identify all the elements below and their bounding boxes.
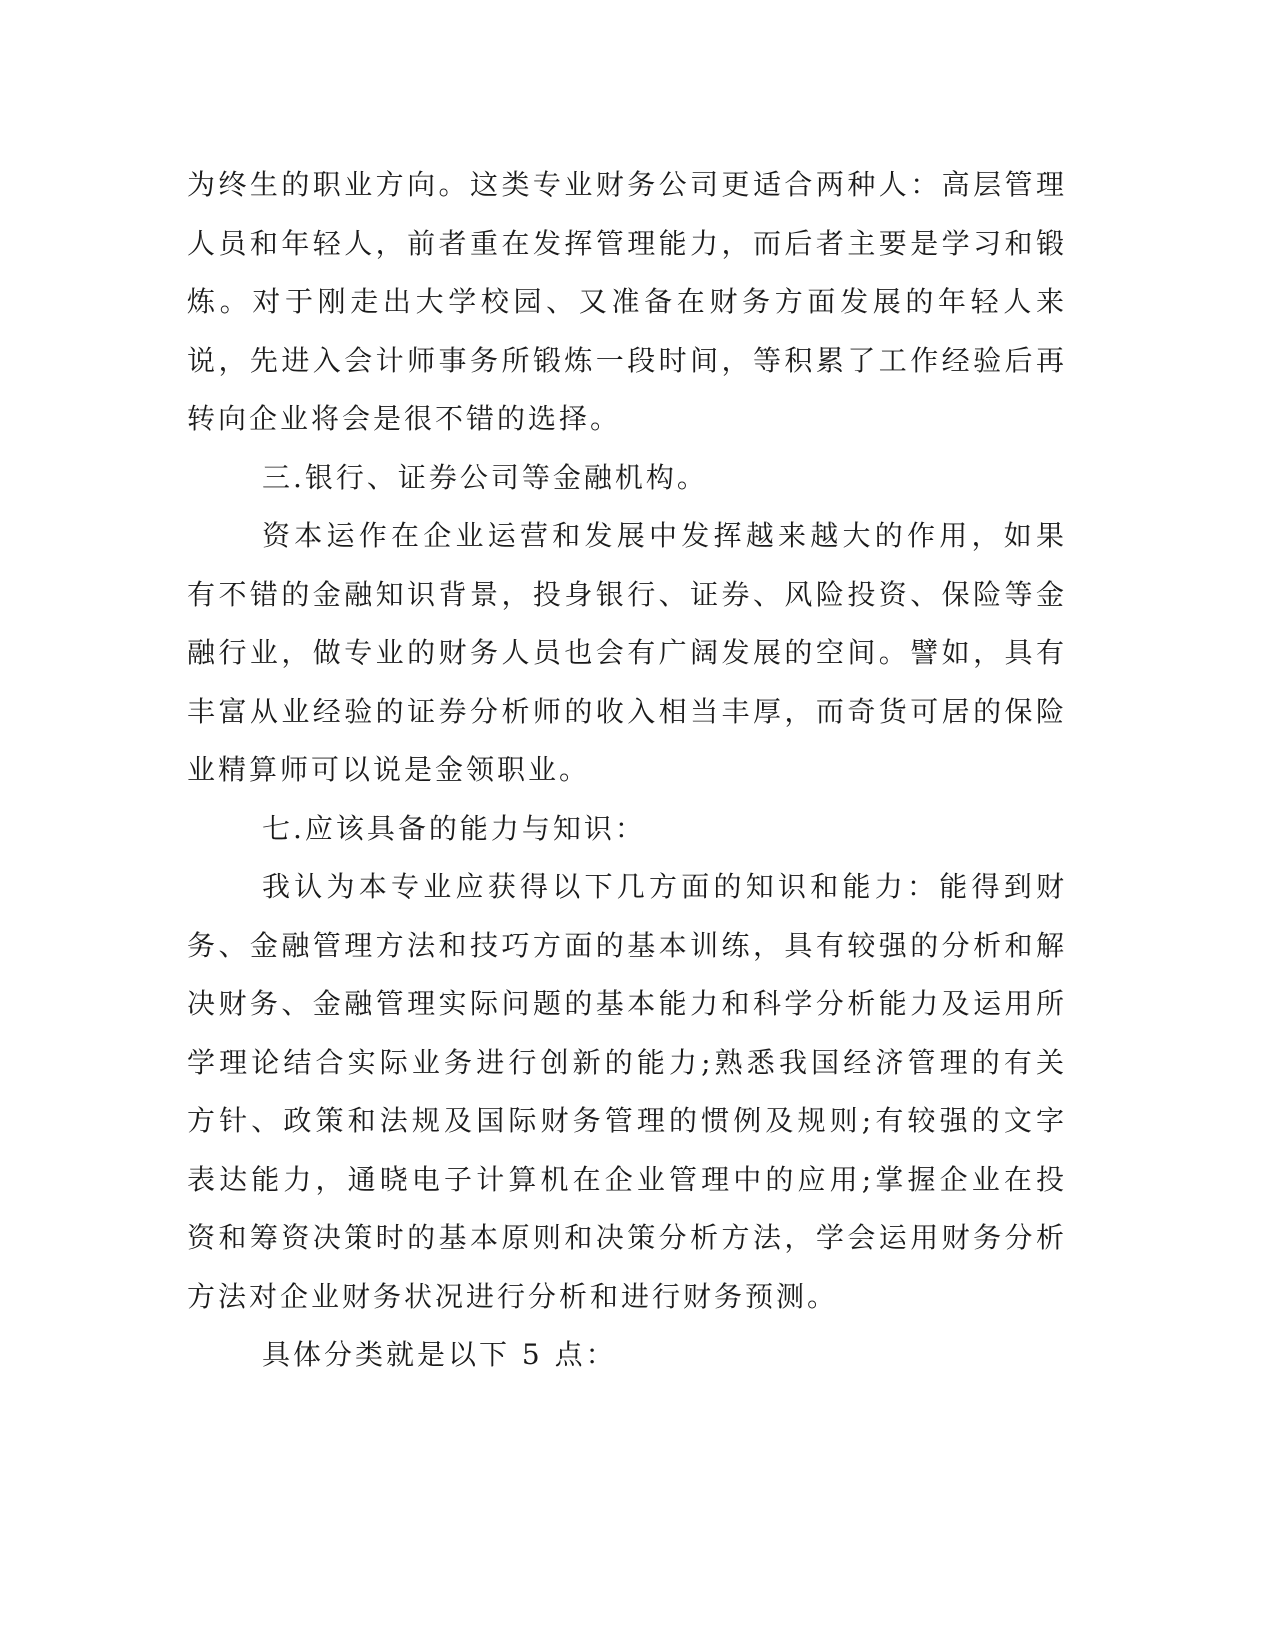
heading-banks-securities: 三.银行、证券公司等金融机构。 (262, 460, 708, 494)
document-body (187, 156, 1067, 1385)
paragraph-continuation: 为终生的职业方向。这类专业财务公司更适合两种人：高层管理人员和年轻人，前者重在发挥管理能力，而后者主要是学习和锻炼。对于刚走出大学校园、又准备在财务方面发展的年轻人来说，先进入会计师事务所锻炼一段时间，等积累了工作经验后再转向企业将会是很不错的选择。 (187, 168, 1067, 435)
summary-line: 具体分类就是以下 5 点： (262, 1338, 617, 1371)
heading-required-abilities: 七.应该具备的能力与知识： (262, 811, 646, 845)
paragraph-knowledge-abilities: 我认为本专业应获得以下几方面的知识和能力：能得到财务、金融管理方法和技巧方面的基本训练，具有较强的分析和解决财务、金融管理实际问题的基本能力和科学分析能力及运用所学理论结合实际业务进行创新的能力;熟悉我国经济管理的有关方针、政策和法规及国际财务管理的惯例及规则;有较强的文字表达能力，通晓电子计算机在企业管理中的应用;掌握企业在投资和筹资决策时的基本原则和决策分析方法，学会运用财务分析方法对企业财务状况进行分析和进行财务预测。 (187, 870, 1067, 1313)
paragraph-financial-institutions: 资本运作在企业运营和发展中发挥越来越大的作用，如果有不错的金融知识背景，投身银行、证券、风险投资、保险等金融行业，做专业的财务人员也会有广阔发展的空间。譬如，具有丰富从业经验的证券分析师的收入相当丰厚，而奇货可居的保险业精算师可以说是金领职业。 (187, 519, 1067, 786)
